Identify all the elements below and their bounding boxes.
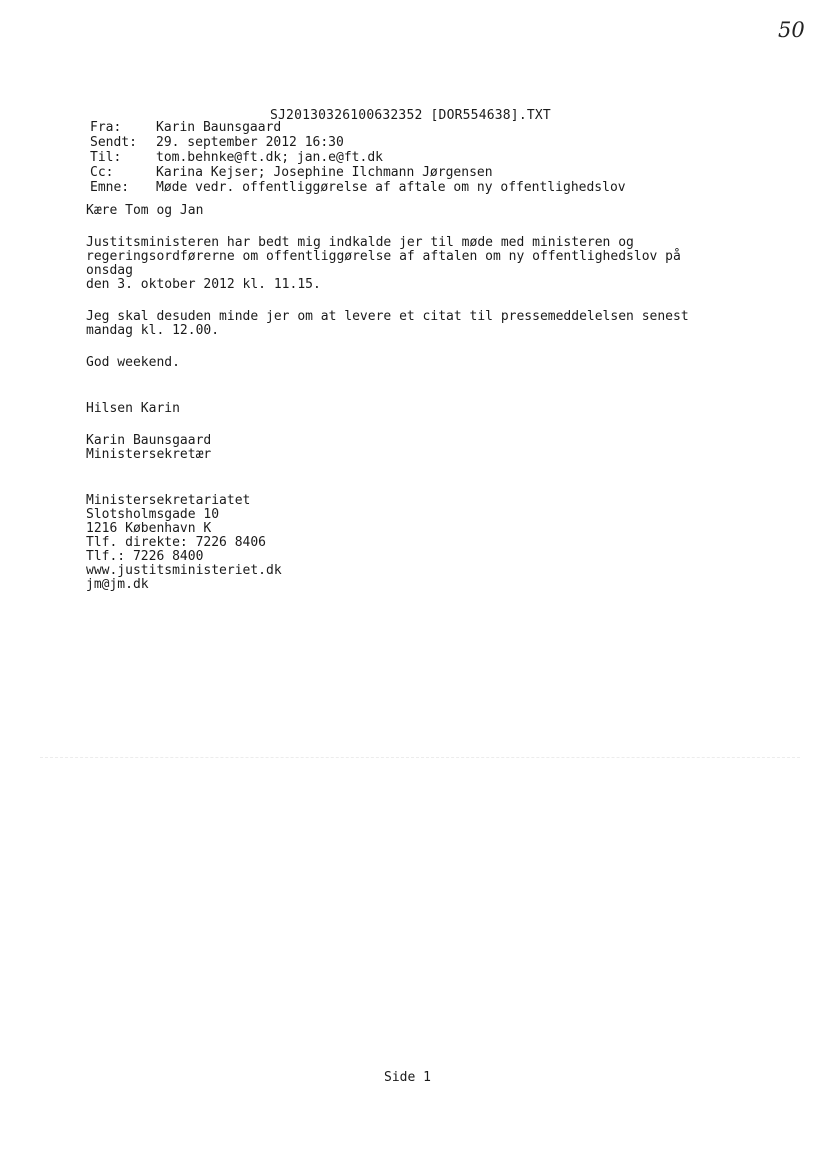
paragraph-line: Jeg skal desuden minde jer om at levere et citat til pressemeddelelsen senest bbox=[86, 309, 689, 324]
address-line: Slotsholmsgade 10 bbox=[86, 507, 220, 522]
signature-title: Ministersekretær bbox=[86, 447, 212, 462]
header-sent bbox=[90, 135, 626, 150]
address-line: jm@jm.dk bbox=[86, 577, 149, 592]
paragraph-quote-reminder bbox=[86, 310, 746, 338]
header-value: Karin Baunsgaard bbox=[156, 120, 282, 135]
header-value: Møde vedr. offentliggørelse af aftale om ny offentlighedslov bbox=[156, 180, 626, 195]
header-label: Fra: bbox=[90, 120, 122, 135]
paragraph-line: mandag kl. 12.00. bbox=[86, 323, 220, 338]
header-label: Emne: bbox=[90, 180, 130, 195]
address-line: Ministersekretariatet bbox=[86, 493, 251, 508]
page-footer: Side 1 bbox=[384, 1070, 431, 1085]
header-subject bbox=[90, 180, 626, 195]
header-cc bbox=[90, 165, 626, 180]
paragraph-line: den 3. oktober 2012 kl. 11.15. bbox=[86, 277, 321, 292]
header-value: tom.behnke@ft.dk; jan.e@ft.dk bbox=[156, 150, 383, 165]
header-to bbox=[90, 150, 626, 165]
address-line: Tlf.: 7226 8400 bbox=[86, 549, 204, 564]
address-line: Tlf. direkte: 7226 8406 bbox=[86, 535, 267, 550]
paragraph-line: regeringsordførerne om offentliggørelse af aftalen om ny offentlighedslov på bbox=[86, 249, 681, 264]
paragraph-meeting bbox=[86, 236, 746, 292]
signature bbox=[86, 434, 746, 462]
signature-name: Karin Baunsgaard bbox=[86, 433, 212, 448]
header-value: 29. september 2012 16:30 bbox=[156, 135, 344, 150]
closing-regards: Hilsen Karin bbox=[86, 401, 180, 416]
header-from bbox=[90, 120, 626, 135]
address-line: 1216 København K bbox=[86, 521, 212, 536]
document-id: SJ20130326100632352 [DOR554638].TXT bbox=[270, 108, 551, 123]
greeting: Kære Tom og Jan bbox=[86, 203, 204, 218]
address-block bbox=[86, 494, 746, 592]
header-label: Til: bbox=[90, 150, 122, 165]
header-label: Cc: bbox=[90, 165, 114, 180]
closing-weekend: God weekend. bbox=[86, 355, 180, 370]
header-value: Karina Kejser; Josephine Ilchmann Jørgensen bbox=[156, 165, 493, 180]
email-body bbox=[86, 204, 746, 592]
handwritten-page-number: 50 bbox=[778, 18, 805, 42]
paragraph-line: onsdag bbox=[86, 263, 133, 278]
header-label: Sendt: bbox=[90, 135, 137, 150]
email-header bbox=[90, 120, 626, 195]
address-line: www.justitsministeriet.dk bbox=[86, 563, 282, 578]
scan-artifact-line bbox=[40, 757, 800, 759]
paragraph-line: Justitsministeren har bedt mig indkalde jer til møde med ministeren og bbox=[86, 235, 634, 250]
